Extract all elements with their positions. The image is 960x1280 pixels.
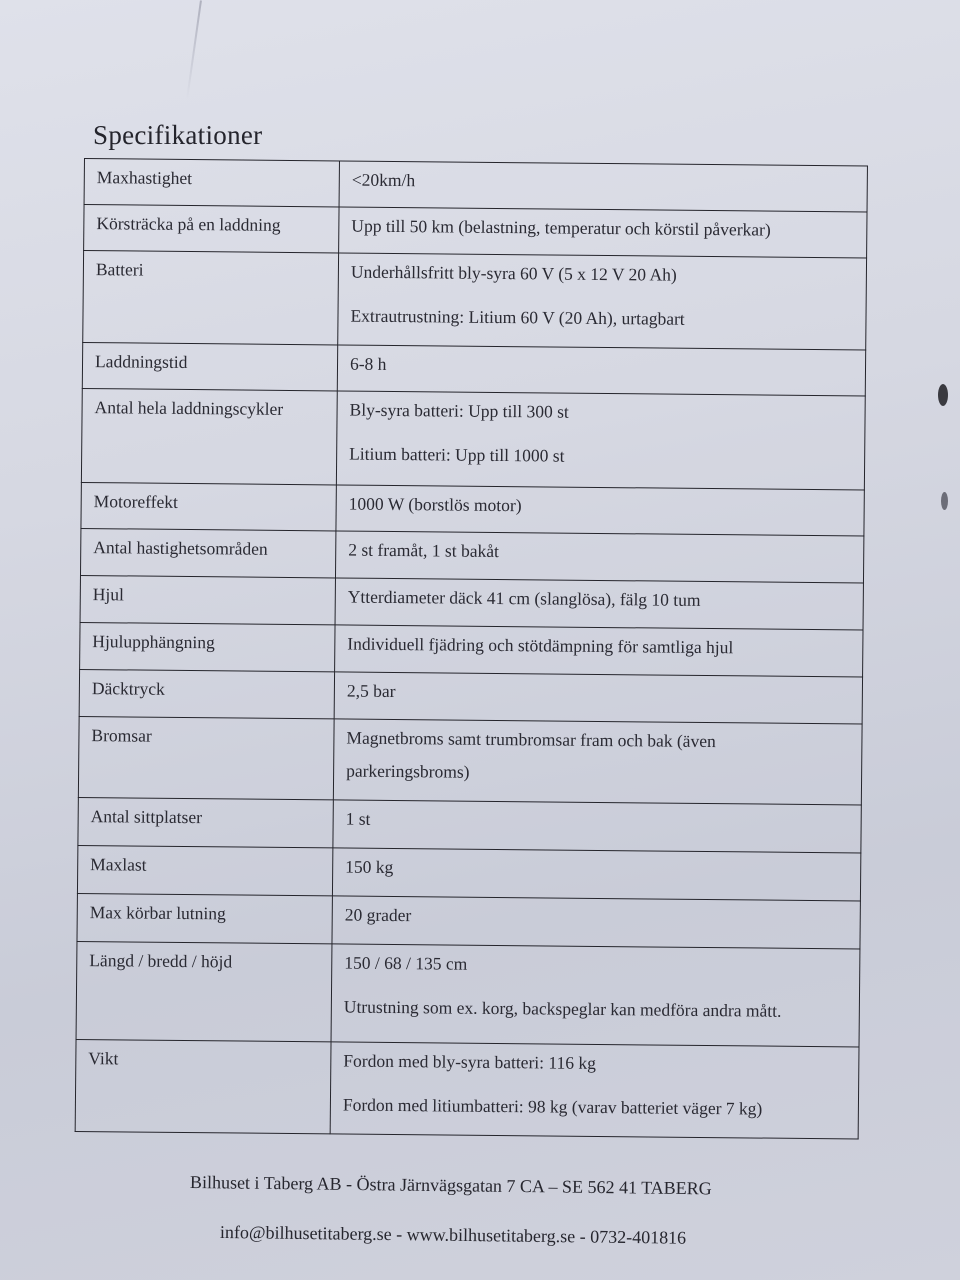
spec-value: Ytterdiameter däck 41 cm (slanglösa), fälg 10 tum xyxy=(335,578,863,630)
spec-label: Däcktryck xyxy=(79,669,334,718)
spec-value: Bly-syra batteri: Upp till 300 st Litium batteri: Upp till 1000 st xyxy=(336,391,865,490)
spec-table xyxy=(75,158,868,1139)
spec-value: 2,5 bar xyxy=(334,672,862,724)
spec-value: Individuell fjädring och stötdämpning för samtliga hjul xyxy=(335,625,863,677)
table-row xyxy=(80,622,863,677)
spec-label: Max körbar lutning xyxy=(77,893,332,943)
spec-value: 20 grader xyxy=(332,896,860,949)
table-row xyxy=(77,893,860,949)
table-row xyxy=(84,159,867,213)
spec-value: 1 st xyxy=(333,800,861,853)
spec-label: Körsträcka på en laddning xyxy=(84,205,339,253)
table-row xyxy=(81,388,865,490)
spec-label: Maxhastighet xyxy=(84,159,339,207)
footer-address: Bilhuset i Taberg AB - Östra Järnvägsgatan 7 CA – SE 562 41 TABERG xyxy=(189,1172,712,1199)
table-row xyxy=(82,342,865,396)
paper-crease xyxy=(186,0,202,99)
spec-label: Vikt xyxy=(75,1039,331,1133)
spec-label: Antal hela laddningscykler xyxy=(81,388,337,484)
punch-hole xyxy=(938,384,948,406)
spec-label: Motoreffekt xyxy=(81,482,336,530)
spec-label: Hjul xyxy=(80,575,335,624)
spec-label: Längd / bredd / höjd xyxy=(76,941,332,1041)
table-row xyxy=(80,528,863,583)
spec-label: Batteri xyxy=(83,251,339,345)
spec-value: Underhållsfritt bly-syra 60 V (5 x 12 V 20 Ah) Extrautrustning: Litium 60 V (20 Ah), urtagbart xyxy=(338,253,867,350)
footer-contact: info@bilhusetitaberg.se - www.bilhusetitaberg.se - 0732-401816 xyxy=(219,1222,687,1248)
spec-value: Upp till 50 km (belastning, temperatur och körstil påverkar) xyxy=(339,207,867,258)
spec-value: <20km/h xyxy=(339,161,867,212)
table-row xyxy=(77,845,860,901)
spec-label: Antal sittplatser xyxy=(78,797,333,847)
spec-label: Bromsar xyxy=(78,716,334,799)
spec-label: Maxlast xyxy=(77,845,332,895)
spec-value: 150 / 68 / 135 cm Utrustning som ex. korg, backspeglar kan medföra andra mått. xyxy=(331,944,860,1047)
table-row xyxy=(78,716,862,805)
table-row xyxy=(79,669,862,724)
page-title: Specifikationer xyxy=(93,120,263,150)
table-row xyxy=(84,205,867,259)
table-row xyxy=(78,797,861,853)
spec-value: 1000 W (borstlös motor) xyxy=(336,485,864,536)
spec-value: 150 kg xyxy=(332,848,860,901)
spec-label: Antal hastighetsområden xyxy=(80,528,335,577)
spec-label: Laddningstid xyxy=(82,342,337,390)
spec-value: 2 st framåt, 1 st bakåt xyxy=(335,531,863,583)
spec-label: Hjulupphängning xyxy=(80,622,335,671)
table-row xyxy=(76,941,860,1047)
punch-hole xyxy=(941,492,948,510)
spec-value: Fordon med bly-syra batteri: 116 kg Fordon med litiumbatteri: 98 kg (varav batteriet väger 7 kg) xyxy=(330,1042,859,1139)
table-row xyxy=(75,1039,859,1139)
table-row xyxy=(83,251,867,351)
table-row xyxy=(81,482,864,536)
spec-value: Magnetbroms samt trumbromsar fram och bak (även parkeringsbroms) xyxy=(333,719,862,805)
table-row xyxy=(80,575,863,630)
spec-value: 6-8 h xyxy=(337,345,865,396)
